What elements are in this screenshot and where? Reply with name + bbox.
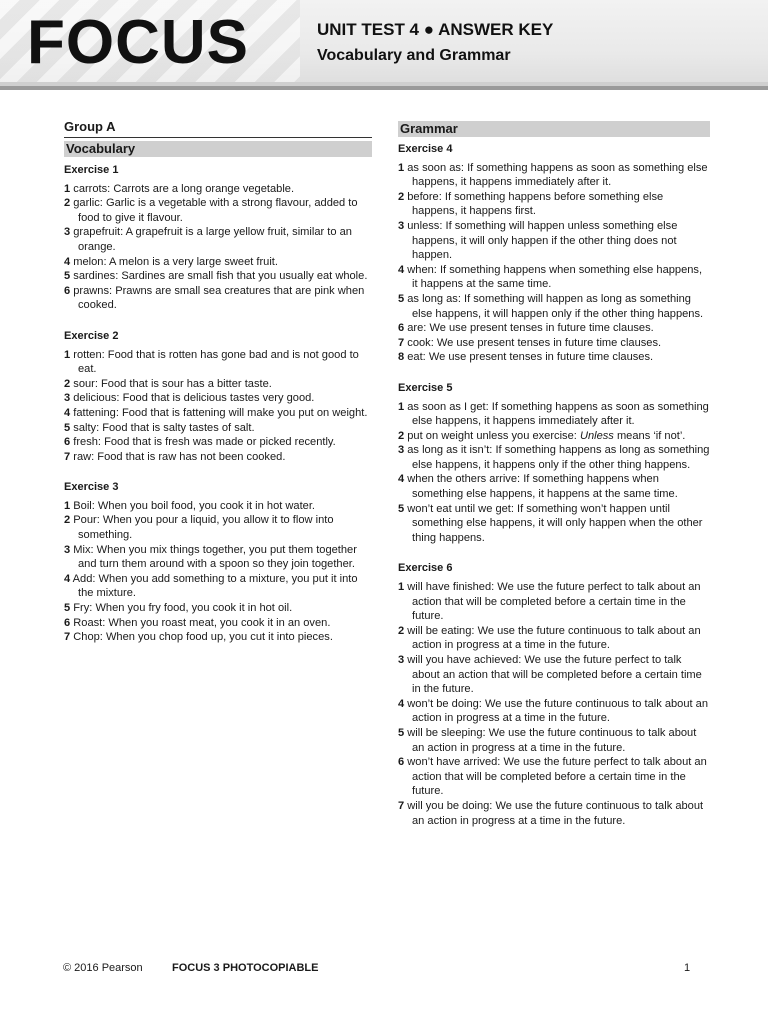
item-number: 7 [398, 799, 405, 812]
answer-item [398, 263, 710, 292]
item-number: 1 [64, 499, 71, 512]
item-number: 5 [64, 602, 71, 615]
item-text: will be sleeping: We use the future continuous to talk about an action in progress at a time in the future. [407, 726, 697, 754]
item-text: sardines: Sardines are small fish that you usually eat whole. [73, 270, 368, 283]
item-number: 3 [64, 543, 71, 556]
item-number: 6 [398, 756, 405, 769]
answer-item [398, 443, 710, 472]
answer-item [64, 543, 372, 572]
item-number: 4 [64, 255, 71, 268]
exercise-1 [64, 163, 372, 313]
item-number: 1 [398, 581, 405, 594]
item-number: 6 [398, 322, 405, 335]
item-number: 7 [64, 631, 71, 644]
item-text: fresh: Food that is fresh was made or picked recently. [73, 436, 336, 449]
item-text: will be eating: We use the future continuous to talk about an action in progress at a time in the future. [407, 624, 701, 652]
answer-item [398, 161, 710, 190]
item-text: as long as it isn’t: If something happens as long as something else happens, it happens only if the other thing happens. [407, 444, 710, 471]
section-title-grammar: Grammar [398, 121, 710, 137]
item-text: melon: A melon is a very large sweet fruit. [73, 255, 278, 268]
answer-item [398, 624, 710, 653]
answer-item [64, 601, 372, 616]
item-text-emphasis: Unless [579, 429, 614, 442]
item-text: when: If something happens when something else happens, it happens at the same time. [407, 263, 703, 291]
exercise-title: Exercise 5 [398, 381, 453, 394]
exercise-2 [64, 329, 372, 464]
item-number: 6 [64, 616, 71, 629]
answer-item [398, 502, 710, 546]
item-number: 5 [64, 270, 71, 283]
item-number: 1 [398, 400, 405, 413]
item-text: raw: Food that is raw has not been cooked. [73, 450, 286, 463]
item-text: won’t eat until we get: If something won’t happen until something else happens, it will only happen when the other thing happens. [407, 502, 703, 544]
item-number: 2 [398, 190, 405, 203]
item-text: carrots: Carrots are a long orange vegetable. [73, 182, 295, 195]
answer-item [398, 400, 710, 429]
item-text: will you have achieved: We use the future perfect to talk about an action that will be completed before a certain time in the future. [407, 654, 702, 696]
exercise-title: Exercise 2 [64, 329, 119, 342]
item-number: 7 [64, 450, 71, 463]
item-text: won’t be doing: We use the future continuous to talk about an action in progress at a time in the future. [407, 697, 709, 725]
item-number: 6 [64, 284, 71, 297]
exercise-title: Exercise 3 [64, 481, 119, 494]
answer-item [64, 406, 372, 421]
item-number: 3 [398, 444, 405, 457]
item-text: when the others arrive: If something happens when something else happens, it happens at the same time. [407, 473, 678, 501]
item-text: Add: When you add something to a mixture, you put it into the mixture. [72, 572, 358, 600]
item-number: 4 [398, 263, 405, 276]
item-number: 2 [64, 514, 71, 527]
page-number: 1 [684, 962, 691, 974]
answer-item [64, 572, 372, 601]
answer-item [398, 755, 710, 799]
item-text: Chop: When you chop food up, you cut it into pieces. [73, 631, 333, 644]
exercise-5 [398, 381, 710, 546]
item-text: Boil: When you boil food, you cook it in hot water. [73, 499, 315, 512]
item-number: 5 [398, 726, 405, 739]
item-text: as soon as: If something happens as soon as something else happens, it happens immediately after it. [407, 161, 708, 189]
answer-item [64, 391, 372, 406]
item-text: Mix: When you mix things together, you put them together and turn them around with a spoon so they join together. [73, 543, 357, 571]
answer-item [64, 196, 372, 225]
answer-item [64, 225, 372, 254]
item-text: fattening: Food that is fattening will make you put on weight. [73, 406, 368, 419]
item-text: prawns: Prawns are small sea creatures that are pink when cooked. [73, 284, 365, 312]
unit-subtitle: Vocabulary and Grammar [317, 47, 511, 64]
exercise-title: Exercise 1 [64, 164, 119, 176]
unit-title: UNIT TEST 4 ● ANSWER KEY [317, 20, 554, 39]
section-title-vocabulary: Vocabulary [64, 141, 372, 157]
item-text: cook: We use present tenses in future time clauses. [407, 336, 662, 349]
page-header [0, 0, 768, 90]
item-text: won’t have arrived: We use the future perfect to talk about an action that will be completed before a certain time in the future. [407, 756, 707, 798]
exercise-4 [398, 142, 710, 365]
item-number: 3 [64, 226, 71, 239]
answer-item [64, 499, 372, 514]
item-number: 4 [398, 697, 405, 710]
header-stripe-dark [0, 86, 768, 90]
item-number: 6 [64, 436, 71, 449]
item-text: are: We use present tenses in future time clauses. [407, 322, 654, 335]
left-column [64, 120, 372, 661]
footer-copyright: © 2016 Pearson [63, 962, 143, 974]
answer-item [398, 350, 710, 365]
answer-item [398, 472, 710, 501]
answer-item [64, 616, 372, 631]
item-number: 2 [398, 624, 405, 637]
item-text: as soon as I get: If something happens as soon as something else happens, it happens immediately after it. [407, 400, 709, 428]
item-text: Roast: When you roast meat, you cook it in an oven. [73, 616, 331, 629]
item-number: 1 [64, 348, 71, 361]
item-text: grapefruit: A grapefruit is a large yellow fruit, similar to an orange. [73, 226, 352, 253]
item-text-post: means ‘if not’. [613, 429, 686, 442]
focus-logo: FOCUS [27, 8, 249, 77]
item-number: 3 [398, 219, 405, 232]
footer-photocopiable: FOCUS 3 PHOTOCOPIABLE [172, 962, 319, 974]
answer-item [64, 630, 372, 645]
answer-item [64, 377, 372, 392]
answer-item [398, 219, 710, 263]
answer-item [398, 580, 710, 624]
item-number: 2 [64, 377, 71, 390]
item-number: 5 [398, 292, 405, 305]
exercise-6 [398, 561, 710, 828]
item-text-pre: put on weight unless you exercise: [407, 429, 580, 442]
item-text: as long as: If something will happen as long as something else happens, it will happen only if the other thing happens. [407, 292, 704, 320]
answer-item [398, 321, 710, 336]
exercise-title: Exercise 6 [398, 562, 453, 575]
item-text: Fry: When you fry food, you cook it in hot oil. [73, 602, 293, 615]
answer-item [64, 269, 372, 284]
group-title: Group A [64, 120, 372, 138]
answer-item [398, 697, 710, 726]
answer-item [398, 429, 710, 444]
right-column [398, 120, 710, 844]
exercise-3 [64, 480, 372, 645]
item-number: 4 [64, 572, 71, 585]
item-number: 5 [64, 421, 71, 434]
item-text: will you be doing: We use the future continuous to talk about an action in progress at a time in the future. [407, 799, 704, 827]
answer-item [398, 190, 710, 219]
answer-item [64, 255, 372, 270]
item-number: 2 [398, 429, 405, 442]
item-number: 1 [64, 182, 71, 195]
exercise-title: Exercise 4 [398, 143, 453, 155]
answer-item [64, 182, 372, 197]
item-text: rotten: Food that is rotten has gone bad and is not good to eat. [73, 348, 359, 376]
item-text: will have finished: We use the future perfect to talk about an action that will be completed before a certain time in the future. [407, 581, 701, 623]
item-text: before: If something happens before something else happens, it happens first. [407, 190, 664, 218]
item-number: 4 [64, 406, 71, 419]
item-text: unless: If something will happen unless something else happens, it will only happen if the other thing does not happen. [407, 219, 678, 262]
answer-item [398, 336, 710, 351]
answer-item [398, 653, 710, 697]
answer-item [64, 435, 372, 450]
item-number: 1 [398, 161, 405, 174]
item-text: salty: Food that is salty tastes of salt. [73, 421, 255, 434]
answer-item [398, 799, 710, 828]
item-number: 3 [64, 392, 71, 405]
item-text: Pour: When you pour a liquid, you allow it to flow into something. [73, 514, 334, 542]
item-text: garlic: Garlic is a vegetable with a strong flavour, added to food to give it flavour. [73, 197, 358, 224]
item-number: 5 [398, 502, 405, 515]
answer-item [398, 726, 710, 755]
answer-item [64, 348, 372, 377]
item-number: 8 [398, 351, 405, 364]
item-number: 7 [398, 336, 405, 349]
answer-item [64, 450, 372, 465]
item-number: 2 [64, 197, 71, 210]
answer-item [398, 292, 710, 321]
item-number: 4 [398, 473, 405, 486]
item-number: 3 [398, 654, 405, 666]
answer-item [64, 284, 372, 313]
item-text: sour: Food that is sour has a bitter taste. [73, 377, 272, 390]
answer-item [64, 421, 372, 436]
item-text: delicious: Food that is delicious tastes very good. [73, 392, 315, 405]
item-text: eat: We use present tenses in future time clauses. [407, 351, 654, 364]
answer-item [64, 513, 372, 542]
